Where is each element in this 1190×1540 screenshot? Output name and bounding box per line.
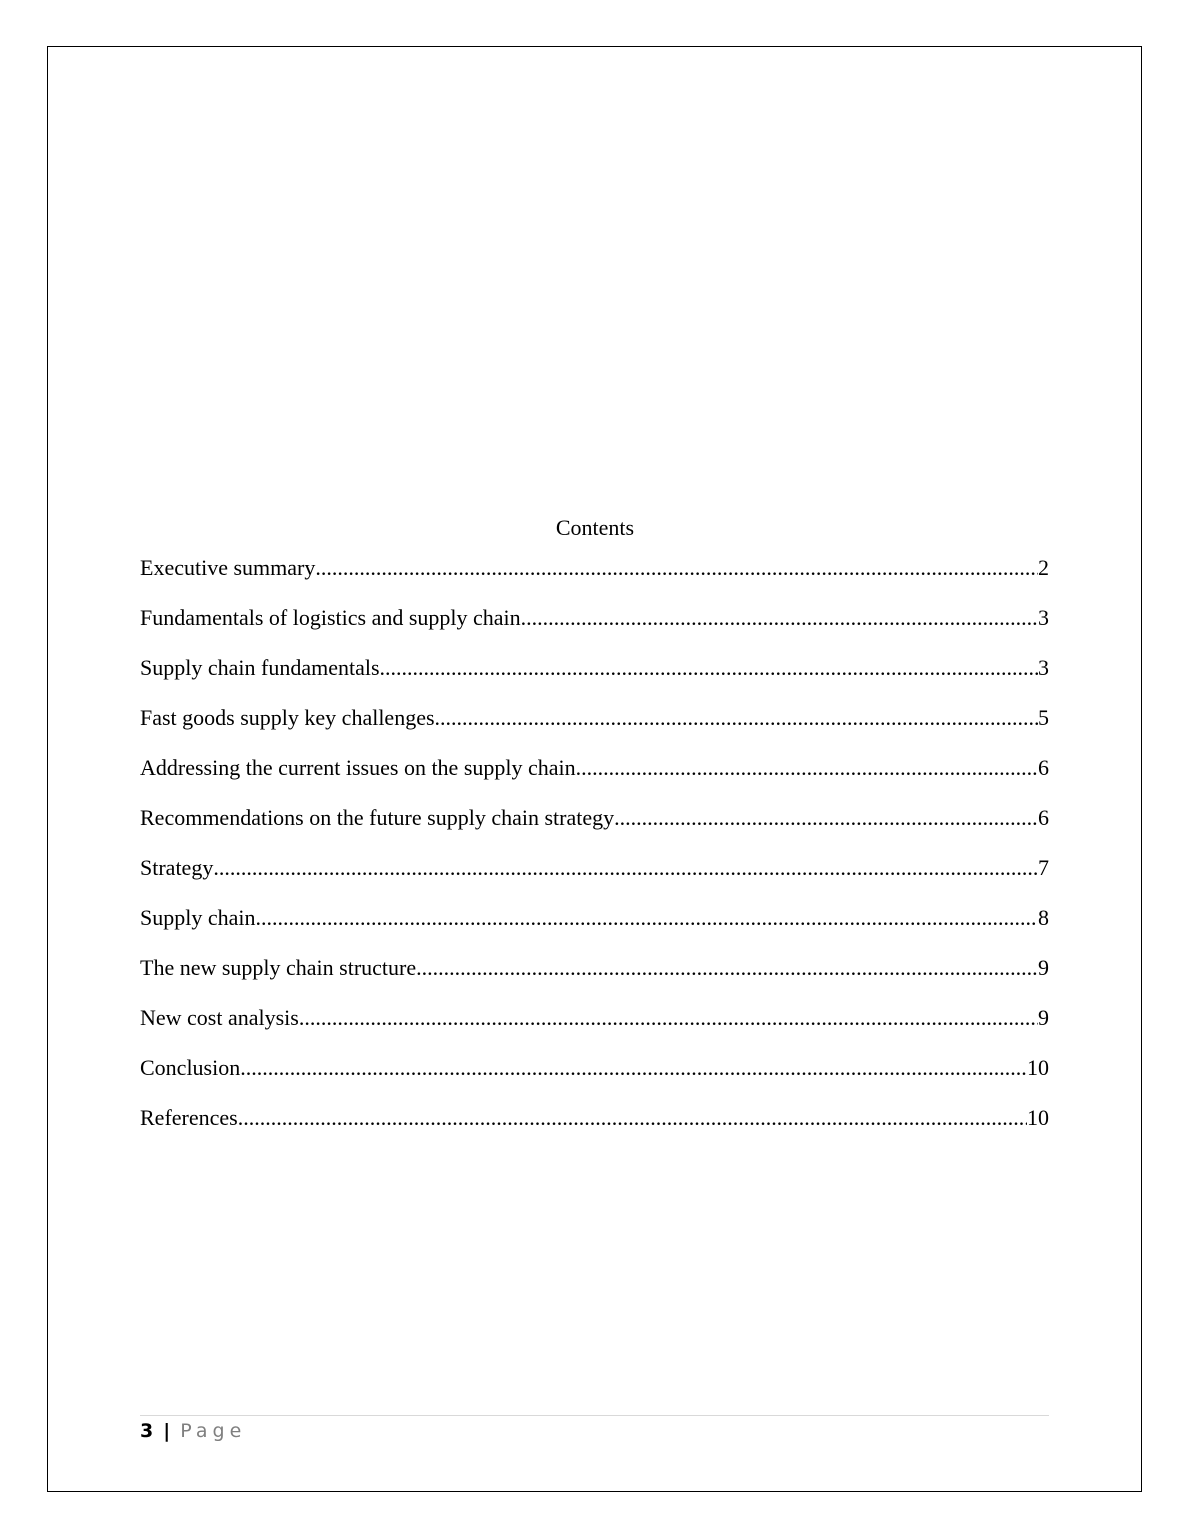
toc-entry-page: 9	[1038, 955, 1049, 980]
toc-entry-new-structure[interactable]	[140, 954, 1049, 1004]
toc-entry-fundamentals-logistics[interactable]	[140, 604, 1049, 654]
toc-dot-leader	[521, 604, 1038, 632]
toc-dot-leader	[213, 854, 1038, 882]
toc-entry-page: 9	[1038, 1005, 1049, 1030]
toc-entry-page: 10	[1027, 1055, 1049, 1080]
footer-divider	[140, 1415, 1049, 1416]
toc-entry-executive-summary[interactable]	[140, 554, 1049, 604]
footer-page-label: Page	[180, 1420, 247, 1442]
toc-title: Contents	[555, 515, 635, 540]
toc-entry-title: Executive summary	[140, 555, 316, 580]
toc-entry-page: 8	[1038, 905, 1049, 930]
toc-entry-page: 7	[1038, 855, 1049, 880]
toc-entry-recommendations[interactable]	[140, 804, 1049, 854]
toc-entry-page: 6	[1038, 755, 1049, 780]
toc-entry-title: Strategy	[140, 855, 214, 880]
footer-page-number: 3	[140, 1420, 154, 1442]
toc-entry-page: 10	[1027, 1105, 1049, 1130]
toc-entry-page: 2	[1038, 555, 1049, 580]
page-footer	[140, 1419, 246, 1443]
toc-dot-leader	[256, 904, 1039, 932]
toc-entry-page: 3	[1038, 605, 1049, 630]
toc-dot-leader	[576, 754, 1038, 782]
toc-entry-page: 6	[1038, 805, 1049, 830]
toc-entry-title: New cost analysis	[140, 1005, 299, 1030]
toc-entry-fast-goods-challenges[interactable]	[140, 704, 1049, 754]
toc-entry-title: The new supply chain structure	[140, 955, 417, 980]
toc-entry-addressing-issues[interactable]	[140, 754, 1049, 804]
toc-dot-leader	[416, 954, 1038, 982]
toc-entry-title: Fast goods supply key challenges	[140, 705, 435, 730]
toc-entry-page: 5	[1038, 705, 1049, 730]
toc-dot-leader	[240, 1054, 1027, 1082]
toc-entry-title: Conclusion	[140, 1055, 241, 1080]
toc-entry-title: References	[140, 1105, 238, 1130]
toc-dot-leader	[299, 1004, 1038, 1032]
toc-dot-leader	[380, 654, 1038, 682]
toc-entry-title: Fundamentals of logistics and supply chain	[140, 605, 521, 630]
toc-entry-title: Recommendations on the future supply chain strategy	[140, 805, 615, 830]
toc-entry-title: Supply chain	[140, 905, 256, 930]
toc-dot-leader	[614, 804, 1038, 832]
toc-entry-page: 3	[1038, 655, 1049, 680]
toc-entry-title: Addressing the current issues on the supply chain	[140, 755, 576, 780]
footer-separator: |	[163, 1420, 171, 1442]
toc-entry-strategy[interactable]	[140, 854, 1049, 904]
table-of-contents	[140, 554, 1049, 1154]
toc-dot-leader	[315, 554, 1038, 582]
toc-dot-leader	[238, 1104, 1027, 1132]
toc-entry-title: Supply chain fundamentals	[140, 655, 380, 680]
toc-entry-conclusion[interactable]	[140, 1054, 1049, 1104]
toc-entry-supply-chain[interactable]	[140, 904, 1049, 954]
toc-dot-leader	[435, 704, 1038, 732]
toc-entry-new-cost-analysis[interactable]	[140, 1004, 1049, 1054]
toc-entry-references[interactable]	[140, 1104, 1049, 1154]
toc-entry-supply-chain-fundamentals[interactable]	[140, 654, 1049, 704]
